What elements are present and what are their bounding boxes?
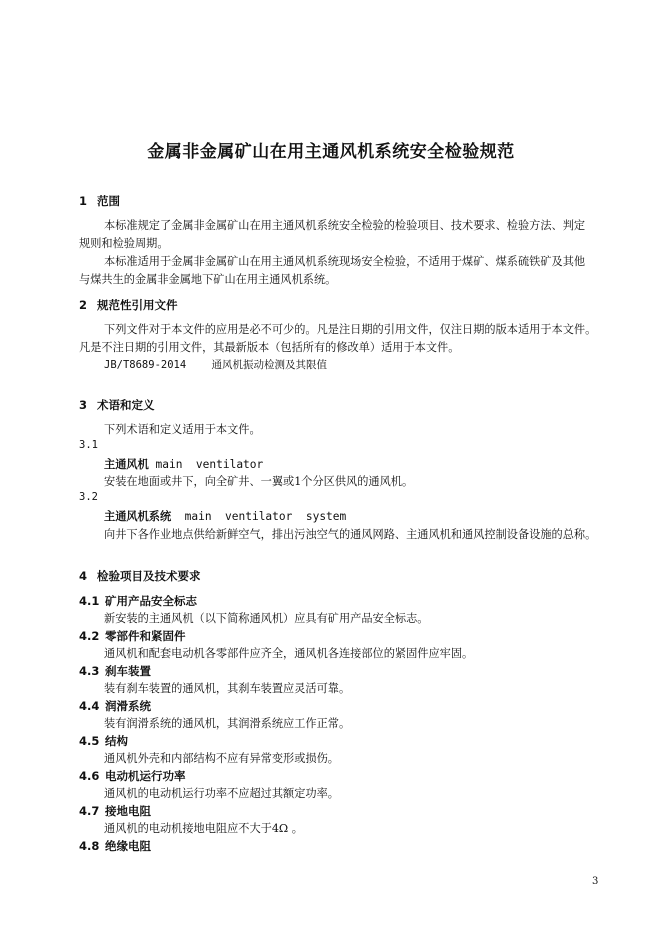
item-4-6-number: 4.6 xyxy=(79,769,100,783)
item-4-1-text: 新安装的主通风机（以下简称通风机）应具有矿用产品安全标志。 xyxy=(104,612,429,625)
section-4-heading xyxy=(79,568,201,584)
item-4-2-text: 通风机和配套电动机各零部件应齐全，通风机各连接部位的紧固件应牢固。 xyxy=(104,647,474,660)
item-4-8-title: 绝缘电阻 xyxy=(105,839,151,853)
item-4-6-heading xyxy=(79,768,186,784)
item-4-8-number: 4.8 xyxy=(79,839,100,853)
section-1-number: 1 xyxy=(79,194,88,208)
item-4-5-title: 结构 xyxy=(105,734,128,748)
item-4-6-title: 电动机运行功率 xyxy=(105,769,186,783)
term-2-definition: 向井下各作业地点供给新鲜空气，排出污浊空气的通风网路、主通风机和通风控制设备设施的总称。 xyxy=(104,528,597,541)
document-title: 金属非金属矿山在用主通风机系统安全检验规范 xyxy=(147,142,515,162)
term-1-name xyxy=(104,456,263,472)
item-4-7-heading xyxy=(79,803,151,819)
item-4-4-heading xyxy=(79,698,151,714)
item-4-3-heading xyxy=(79,663,151,679)
term-2-chinese: 主通风机系统 xyxy=(104,510,172,523)
item-4-2-title: 零部件和紧固件 xyxy=(105,629,186,643)
section-1-para-1a: 本标准规定了金属非金属矿山在用主通风机系统安全检验的检验项目、技术要求、检验方法、判定 xyxy=(104,219,586,232)
item-4-3-title: 刹车装置 xyxy=(105,664,151,678)
section-1-heading xyxy=(79,193,120,209)
item-4-4-number: 4.4 xyxy=(79,699,100,713)
term-1-definition: 安装在地面或井下，向全矿井、一翼或1个分区供风的通风机。 xyxy=(104,475,414,488)
term-2-name xyxy=(104,508,346,524)
term-2-english: main ventilator system xyxy=(171,510,347,523)
item-4-7-title: 接地电阻 xyxy=(105,804,151,818)
item-4-1-title: 矿用产品安全标志 xyxy=(105,594,197,608)
term-1-number: 3.1 xyxy=(79,439,98,451)
normative-reference: JB/T8689-2014 通风机振动检测及其限值 xyxy=(104,359,327,371)
item-4-2-heading xyxy=(79,628,186,644)
section-1-para-2b: 与煤共生的金属非金属地下矿山在用主通风机系统。 xyxy=(79,273,337,286)
item-4-5-number: 4.5 xyxy=(79,734,100,748)
item-4-4-text: 装有润滑系统的通风机，其润滑系统应工作正常。 xyxy=(104,717,351,730)
section-2-title: 规范性引用文件 xyxy=(97,298,178,312)
section-3-heading xyxy=(79,397,155,413)
term-1-english: main ventilator xyxy=(148,458,264,471)
section-3-title: 术语和定义 xyxy=(97,398,155,412)
term-1-chinese: 主通风机 xyxy=(104,458,149,471)
item-4-3-number: 4.3 xyxy=(79,664,100,678)
item-4-7-text: 通风机的电动机接地电阻应不大于4Ω 。 xyxy=(104,822,303,835)
section-1-title: 范围 xyxy=(97,194,120,208)
item-4-1-heading xyxy=(79,593,197,609)
section-2-para-1b: 凡是不注日期的引用文件，其最新版本（包括所有的修改单）适用于本文件。 xyxy=(79,341,460,354)
section-4-number: 4 xyxy=(79,569,88,583)
section-2-para-1a: 下列文件对于本文件的应用是必不可少的。凡是注日期的引用文件，仅注日期的版本适用于本文件。 xyxy=(104,323,597,336)
term-2-number: 3.2 xyxy=(79,491,98,503)
item-4-5-text: 通风机外壳和内部结构不应有异常变形或损伤。 xyxy=(104,752,339,765)
item-4-7-number: 4.7 xyxy=(79,804,100,818)
section-4-title: 检验项目及技术要求 xyxy=(97,569,201,583)
item-4-4-title: 润滑系统 xyxy=(105,699,151,713)
item-4-1-number: 4.1 xyxy=(79,594,100,608)
page-number: 3 xyxy=(592,876,599,887)
item-4-8-heading xyxy=(79,838,151,854)
item-4-3-text: 装有刹车装置的通风机，其刹车装置应灵活可靠。 xyxy=(104,682,351,695)
item-4-6-text: 通风机的电动机运行功率不应超过其额定功率。 xyxy=(104,787,339,800)
section-1-para-2a: 本标准适用于金属非金属矿山在用主通风机系统现场安全检验，不适用于煤矿、煤系硫铁矿及其他 xyxy=(104,255,586,268)
section-3-number: 3 xyxy=(79,398,88,412)
section-3-intro: 下列术语和定义适用于本文件。 xyxy=(104,423,261,436)
section-2-heading xyxy=(79,297,178,313)
item-4-5-heading xyxy=(79,733,128,749)
item-4-2-number: 4.2 xyxy=(79,629,100,643)
section-2-number: 2 xyxy=(79,298,88,312)
section-1-para-1b: 规则和检验周期。 xyxy=(79,237,169,250)
